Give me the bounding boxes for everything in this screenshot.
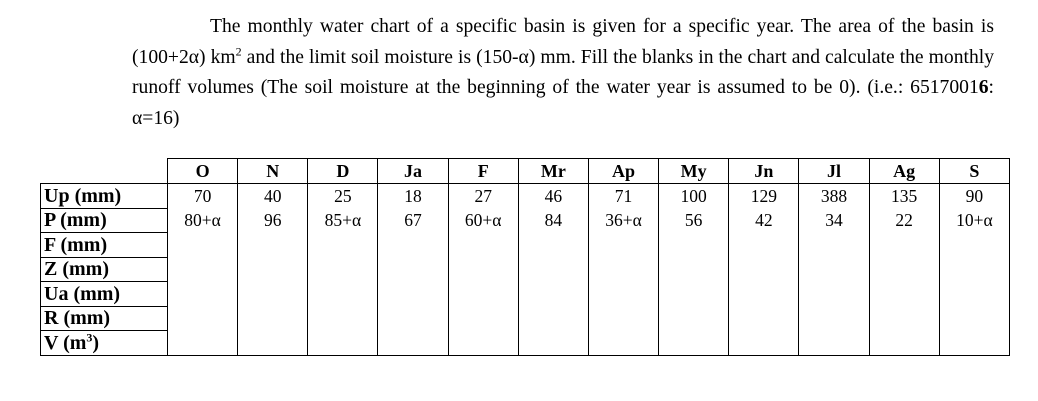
problem-statement [132, 12, 994, 134]
table-cell: 36+α [588, 208, 658, 233]
row-label [41, 184, 168, 209]
month-header: O [168, 159, 238, 184]
table-cell [588, 331, 658, 356]
table-cell: 96 [238, 208, 308, 233]
table-cell [799, 257, 869, 282]
month-header: S [939, 159, 1009, 184]
problem-text-2: and the limit soil moisture is (150-α) mm. Fill the blanks in the chart and calculate the monthly runoff volumes (The soil moisture at the beginning of the water year is assumed to be 0). (i.e.: 6517001 [132, 46, 994, 99]
table-cell: 70 [168, 184, 238, 209]
table-cell [238, 331, 308, 356]
table-cell: 388 [799, 184, 869, 209]
month-header: Ag [869, 159, 939, 184]
table-cell [659, 331, 729, 356]
table-cell [378, 306, 448, 331]
table-cell [869, 331, 939, 356]
problem-text-3: : α=16) [132, 77, 994, 129]
month-header: Jn [729, 159, 799, 184]
table-cell [308, 306, 378, 331]
table-cell [168, 331, 238, 356]
row-label [41, 282, 168, 307]
month-header: My [659, 159, 729, 184]
table-cell [939, 331, 1009, 356]
table-cell [659, 233, 729, 258]
row-label-text: P (mm) [44, 209, 107, 232]
table-cell: 25 [308, 184, 378, 209]
table-cell [729, 331, 799, 356]
table-cell [378, 233, 448, 258]
table-row [41, 257, 1010, 282]
table-cell: 129 [729, 184, 799, 209]
row-label-text: Ua (mm) [44, 282, 121, 305]
table-cell [729, 282, 799, 307]
table-cell: 100 [659, 184, 729, 209]
month-header: F [448, 159, 518, 184]
table-cell: 18 [378, 184, 448, 209]
table-cell [729, 233, 799, 258]
table-cell [378, 257, 448, 282]
table-cell [238, 306, 308, 331]
table-cell [799, 306, 869, 331]
table-cell [448, 306, 518, 331]
row-label [41, 331, 168, 356]
table-cell [588, 282, 658, 307]
table-row [41, 184, 1010, 209]
table-cell [308, 282, 378, 307]
month-header: Ja [378, 159, 448, 184]
month-header: Jl [799, 159, 869, 184]
table-cell: 27 [448, 184, 518, 209]
table-cell [518, 306, 588, 331]
table-cell [238, 233, 308, 258]
table-cell [518, 331, 588, 356]
table-cell [378, 331, 448, 356]
table-cell [168, 306, 238, 331]
table-row [41, 306, 1010, 331]
problem-bold-digit: 6 [978, 77, 989, 99]
table-cell: 22 [869, 208, 939, 233]
table-cell [378, 282, 448, 307]
table-row [41, 282, 1010, 307]
table-cell [799, 331, 869, 356]
problem-superscript: 2 [235, 44, 242, 59]
month-header: D [308, 159, 378, 184]
table-cell [939, 306, 1009, 331]
table-cell [799, 282, 869, 307]
table-row [41, 233, 1010, 258]
table-cell [238, 282, 308, 307]
table-cell [168, 282, 238, 307]
table-cell [659, 257, 729, 282]
table-cell [238, 257, 308, 282]
row-label [41, 233, 168, 258]
table-cell [939, 282, 1009, 307]
table-cell [448, 331, 518, 356]
water-balance-table [40, 158, 1010, 356]
table-cell: 60+α [448, 208, 518, 233]
table-cell [308, 233, 378, 258]
table-cell [799, 233, 869, 258]
table-cell [869, 257, 939, 282]
table-cell [729, 306, 799, 331]
table-cell [168, 257, 238, 282]
table-cell [168, 233, 238, 258]
table-cell [729, 257, 799, 282]
table-cell [588, 306, 658, 331]
month-header: Ap [588, 159, 658, 184]
header-row [41, 159, 1010, 184]
row-label-text: F (mm) [44, 233, 108, 256]
row-label-text: Z (mm) [44, 258, 109, 281]
table-cell: 71 [588, 184, 658, 209]
row-label [41, 257, 168, 282]
row-label-text: V (m [44, 331, 87, 354]
table-cell [448, 233, 518, 258]
row-label-text: Up (mm) [44, 184, 122, 207]
table-cell: 42 [729, 208, 799, 233]
table-cell: 56 [659, 208, 729, 233]
table-cell [448, 282, 518, 307]
table-cell [659, 282, 729, 307]
table-cell: 67 [378, 208, 448, 233]
problem-text-1: The monthly water chart of a specific basin is given for a specific year. The area of the basin is (100+2α) km [132, 16, 994, 68]
table-cell: 34 [799, 208, 869, 233]
row-label-text: R (mm) [44, 307, 111, 330]
table-cell [939, 257, 1009, 282]
table-cell [518, 233, 588, 258]
corner-cell [41, 159, 168, 184]
table-cell: 85+α [308, 208, 378, 233]
table-cell [869, 282, 939, 307]
table-row [41, 331, 1010, 356]
table-cell [308, 331, 378, 356]
table-cell: 10+α [939, 208, 1009, 233]
table-cell [869, 233, 939, 258]
table-cell [869, 306, 939, 331]
table-cell [308, 257, 378, 282]
table-cell [518, 257, 588, 282]
table-cell: 46 [518, 184, 588, 209]
table-cell: 135 [869, 184, 939, 209]
row-label [41, 208, 168, 233]
table-cell: 90 [939, 184, 1009, 209]
table-cell [518, 282, 588, 307]
table-cell [588, 257, 658, 282]
row-label-end: ) [92, 331, 100, 354]
table-cell [659, 306, 729, 331]
table-cell [939, 233, 1009, 258]
table-row [41, 208, 1010, 233]
month-header: N [238, 159, 308, 184]
table-cell [588, 233, 658, 258]
row-label [41, 306, 168, 331]
table-cell: 84 [518, 208, 588, 233]
table-cell [448, 257, 518, 282]
month-header: Mr [518, 159, 588, 184]
table-cell: 80+α [168, 208, 238, 233]
table-cell: 40 [238, 184, 308, 209]
row-label-superscript: 3 [86, 330, 93, 345]
